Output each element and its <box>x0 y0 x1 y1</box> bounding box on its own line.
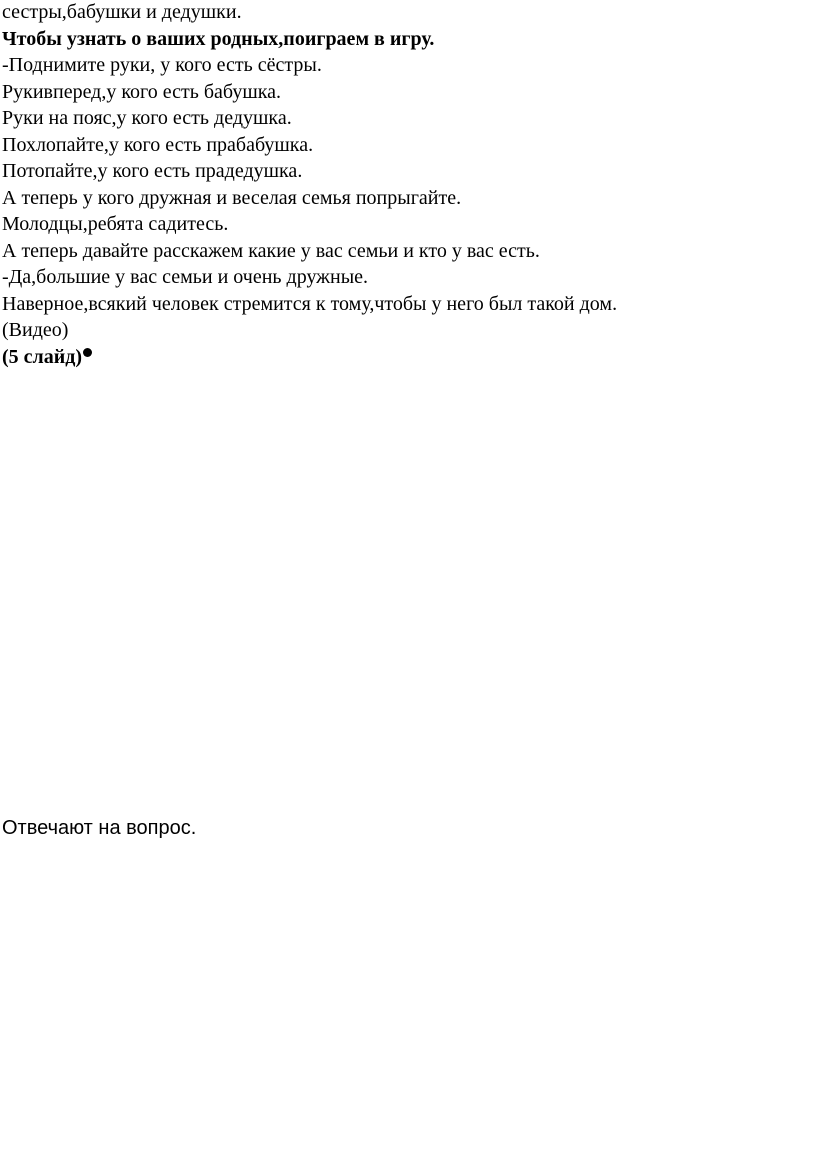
heading-line: Чтобы узнать о ваших родных,поиграем в игру. <box>2 27 435 50</box>
text-line: Рукивперед,у кого есть бабушка. <box>2 80 282 103</box>
text-line: -Поднимите руки, у кого есть сёстры. <box>2 54 322 76</box>
text-line: -Да,большие у вас семьи и очень дружные. <box>2 266 369 288</box>
text-line: Наверное,всякий человек стремится к тому,чтобы у него был такой дом. <box>2 292 618 315</box>
text-line: А теперь давайте расскажем какие у вас семьи и кто у вас есть. <box>2 239 540 262</box>
text-line: Руки на пояс,у кого есть дедушка. <box>2 107 292 129</box>
slide-marker-line <box>2 344 814 371</box>
text-line: Потопайте,у кого есть прадедушка. <box>2 160 303 182</box>
slide-marker-label: (5 слайд) <box>2 345 83 368</box>
text-line: Похлопайте,у кого есть прабабушка. <box>2 133 314 156</box>
document-body <box>2 0 814 370</box>
text-line: (Видео) <box>2 319 69 341</box>
text-line: Молодцы,ребята садитесь. <box>2 213 229 235</box>
text-line: сестры,бабушки и дедушки. <box>2 1 242 23</box>
bullet-dot-icon <box>83 348 92 357</box>
text-line: А теперь у кого дружная и веселая семья попрыгайте. <box>2 186 462 209</box>
answer-text: Отвечают на вопрос. <box>2 817 197 839</box>
